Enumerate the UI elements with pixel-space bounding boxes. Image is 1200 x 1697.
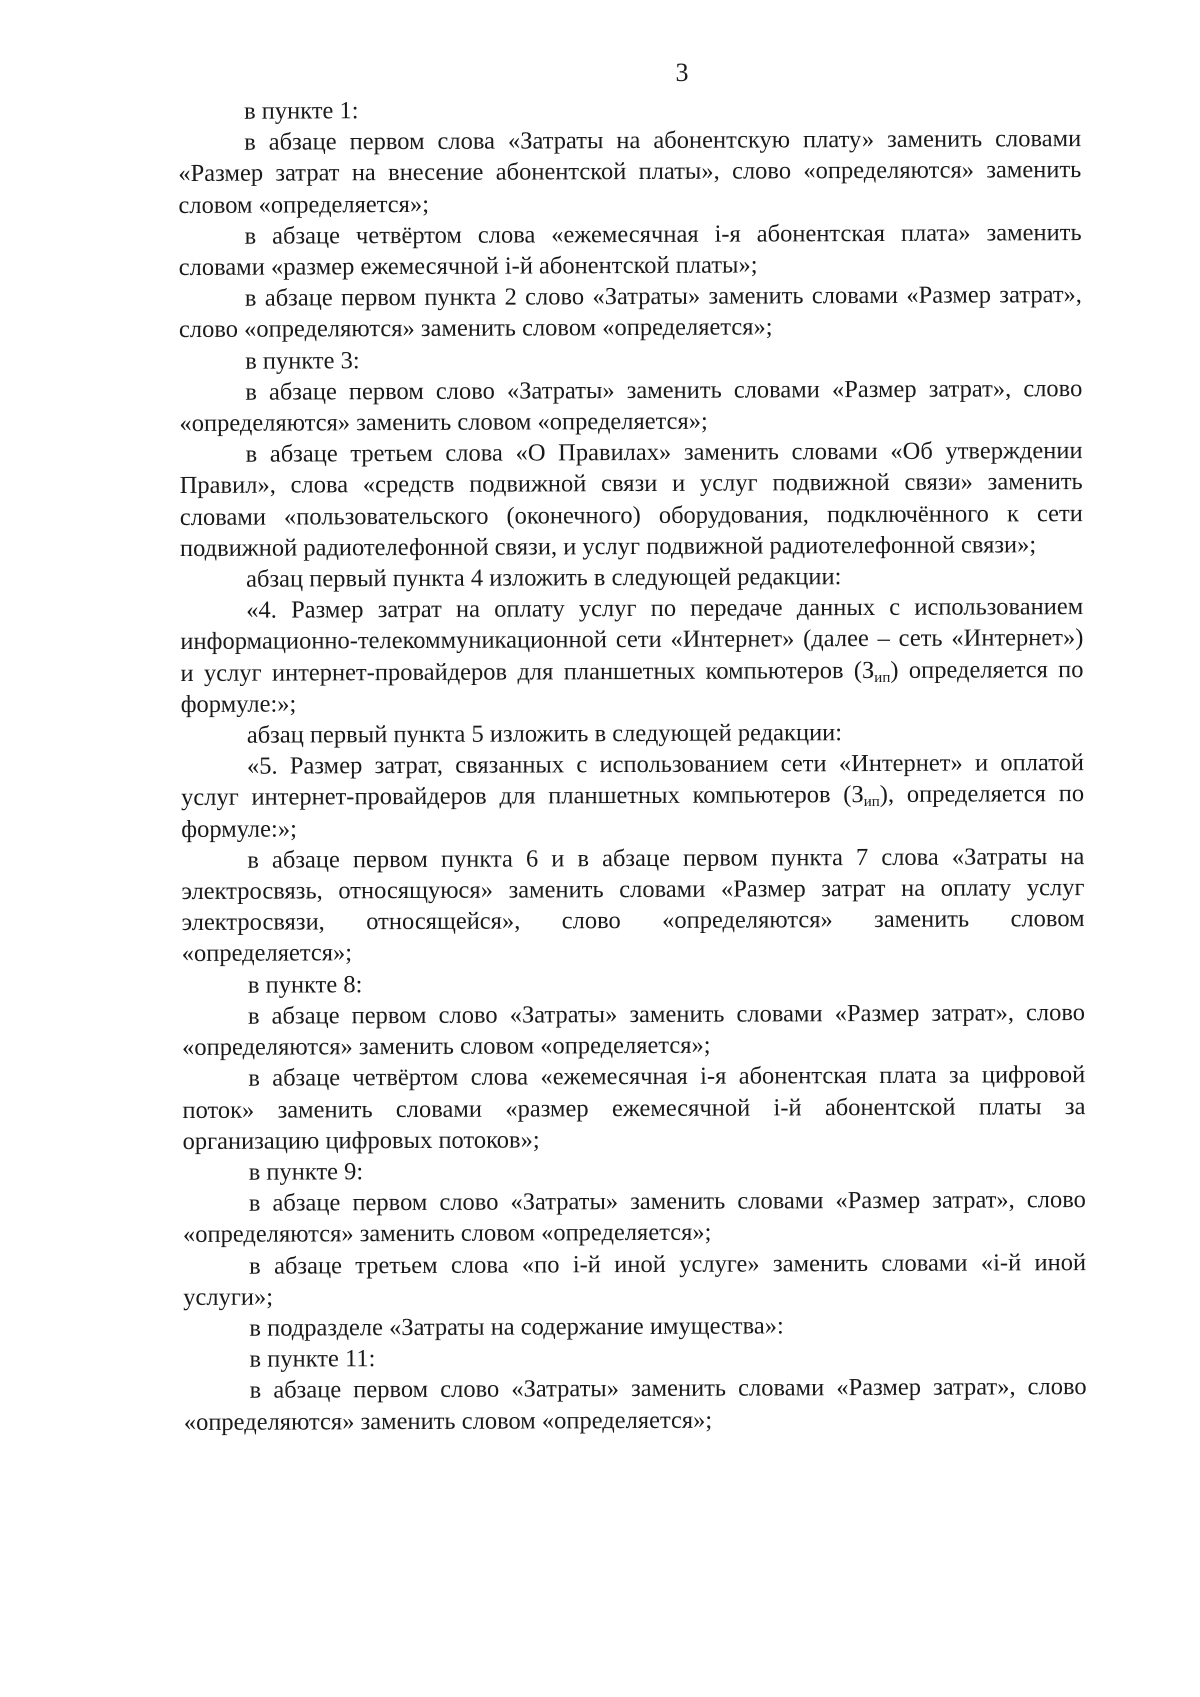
paragraph: в абзаце первом слово «Затраты» заменить словами «Размер затрат», слово «определяются» заменить словом «определяется»; bbox=[179, 374, 1083, 438]
document-body bbox=[178, 92, 1087, 1438]
paragraph: в абзаце третьем слова «О Правилах» заменить словами «Об утверждении Правил», слова «средств подвижной связи и услуг подвижной связи» заменить словами «пользовательского (оконечного) оборудования, подключённого к сети подвижной радиотелефонной связи, и услуг подвижной радиотелефонной связи»; bbox=[179, 437, 1083, 562]
paragraph: в абзаце четвёртом слова «ежемесячная i-я абонентская плата за цифровой поток» заменить словами «размер ежемесячной i-й абонентской платы за организацию цифровых потоков»; bbox=[182, 1061, 1086, 1155]
page-number: 3 bbox=[675, 58, 689, 87]
paragraph-text: ), определяется по формуле:»; bbox=[181, 780, 1085, 843]
paragraph: в пункте 1: bbox=[244, 97, 359, 125]
paragraph-text: ) определяется по формуле:»; bbox=[180, 655, 1084, 718]
subscript: ип bbox=[874, 669, 891, 686]
paragraph: абзац первый пункта 4 изложить в следующей редакции: bbox=[246, 563, 842, 593]
paragraph: в подразделе «Затраты на содержание имущества»: bbox=[249, 1312, 784, 1342]
subscript: ип bbox=[863, 794, 880, 811]
paragraph: в абзаце первом пункта 2 слово «Затраты» заменить словами «Размер затрат», слово «определяются» заменить словом «определяется»; bbox=[178, 281, 1082, 344]
paragraph-formula-4 bbox=[180, 591, 1084, 720]
paragraph: в пункте 3: bbox=[245, 346, 360, 375]
paragraph: в абзаце первом слово «Затраты» заменить словами «Размер затрат», слово «определяются» заменить словом «определяется»; bbox=[182, 1186, 1086, 1249]
paragraph-text: «5. Размер затрат, связанных с использованием сети «Интернет» и оплатой услуг интернет-провайдеров для планшетных компьютеров (З bbox=[181, 749, 1084, 812]
paragraph: в абзаце третьем слова «по i-й иной услуге» заменить словами «i-й иной услуги»; bbox=[183, 1248, 1087, 1311]
paragraph: в пункте 9: bbox=[248, 1158, 364, 1186]
paragraph-formula-5 bbox=[181, 747, 1084, 845]
paragraph-text: «4. Размер затрат на оплату услуг по передаче данных с использованием информационно-телекоммуникационной сети «Интернет» (далее – сеть «Интернет») и услуг интернет-провайдеров для планшетных компьютеров (З bbox=[180, 593, 1084, 687]
paragraph: в абзаце первом пункта 6 и в абзаце первом пункта 7 слова «Затраты на электросвязь, относящуюся» заменить словами «Размер затрат на оплату услуг электросвязи, относящейся», слово «определяются» заменить словом «определяется»; bbox=[181, 842, 1085, 968]
paragraph: в абзаце первом слово «Затраты» заменить словами «Размер затрат», слово «определяются» заменить словом «определяется»; bbox=[182, 998, 1086, 1062]
paragraph: в абзаце первом слово «Затраты» заменить словами «Размер затрат», слово «определяются» заменить словом «определяется»; bbox=[183, 1373, 1087, 1436]
paragraph: в абзаце четвёртом слова «ежемесячная i-я абонентская плата» заменить словами «размер ежемесячной i-й абонентской платы»; bbox=[178, 218, 1082, 282]
paragraph: в пункте 11: bbox=[249, 1345, 376, 1373]
paragraph: в абзаце первом слова «Затраты на абонентскую плату» заменить словами «Размер затрат на внесение абонентской платы», слово «определяются» заменить словом «определяется»; bbox=[178, 125, 1082, 219]
paragraph: в пункте 8: bbox=[247, 970, 363, 999]
paragraph: абзац первый пункта 5 изложить в следующей редакции: bbox=[246, 719, 843, 749]
